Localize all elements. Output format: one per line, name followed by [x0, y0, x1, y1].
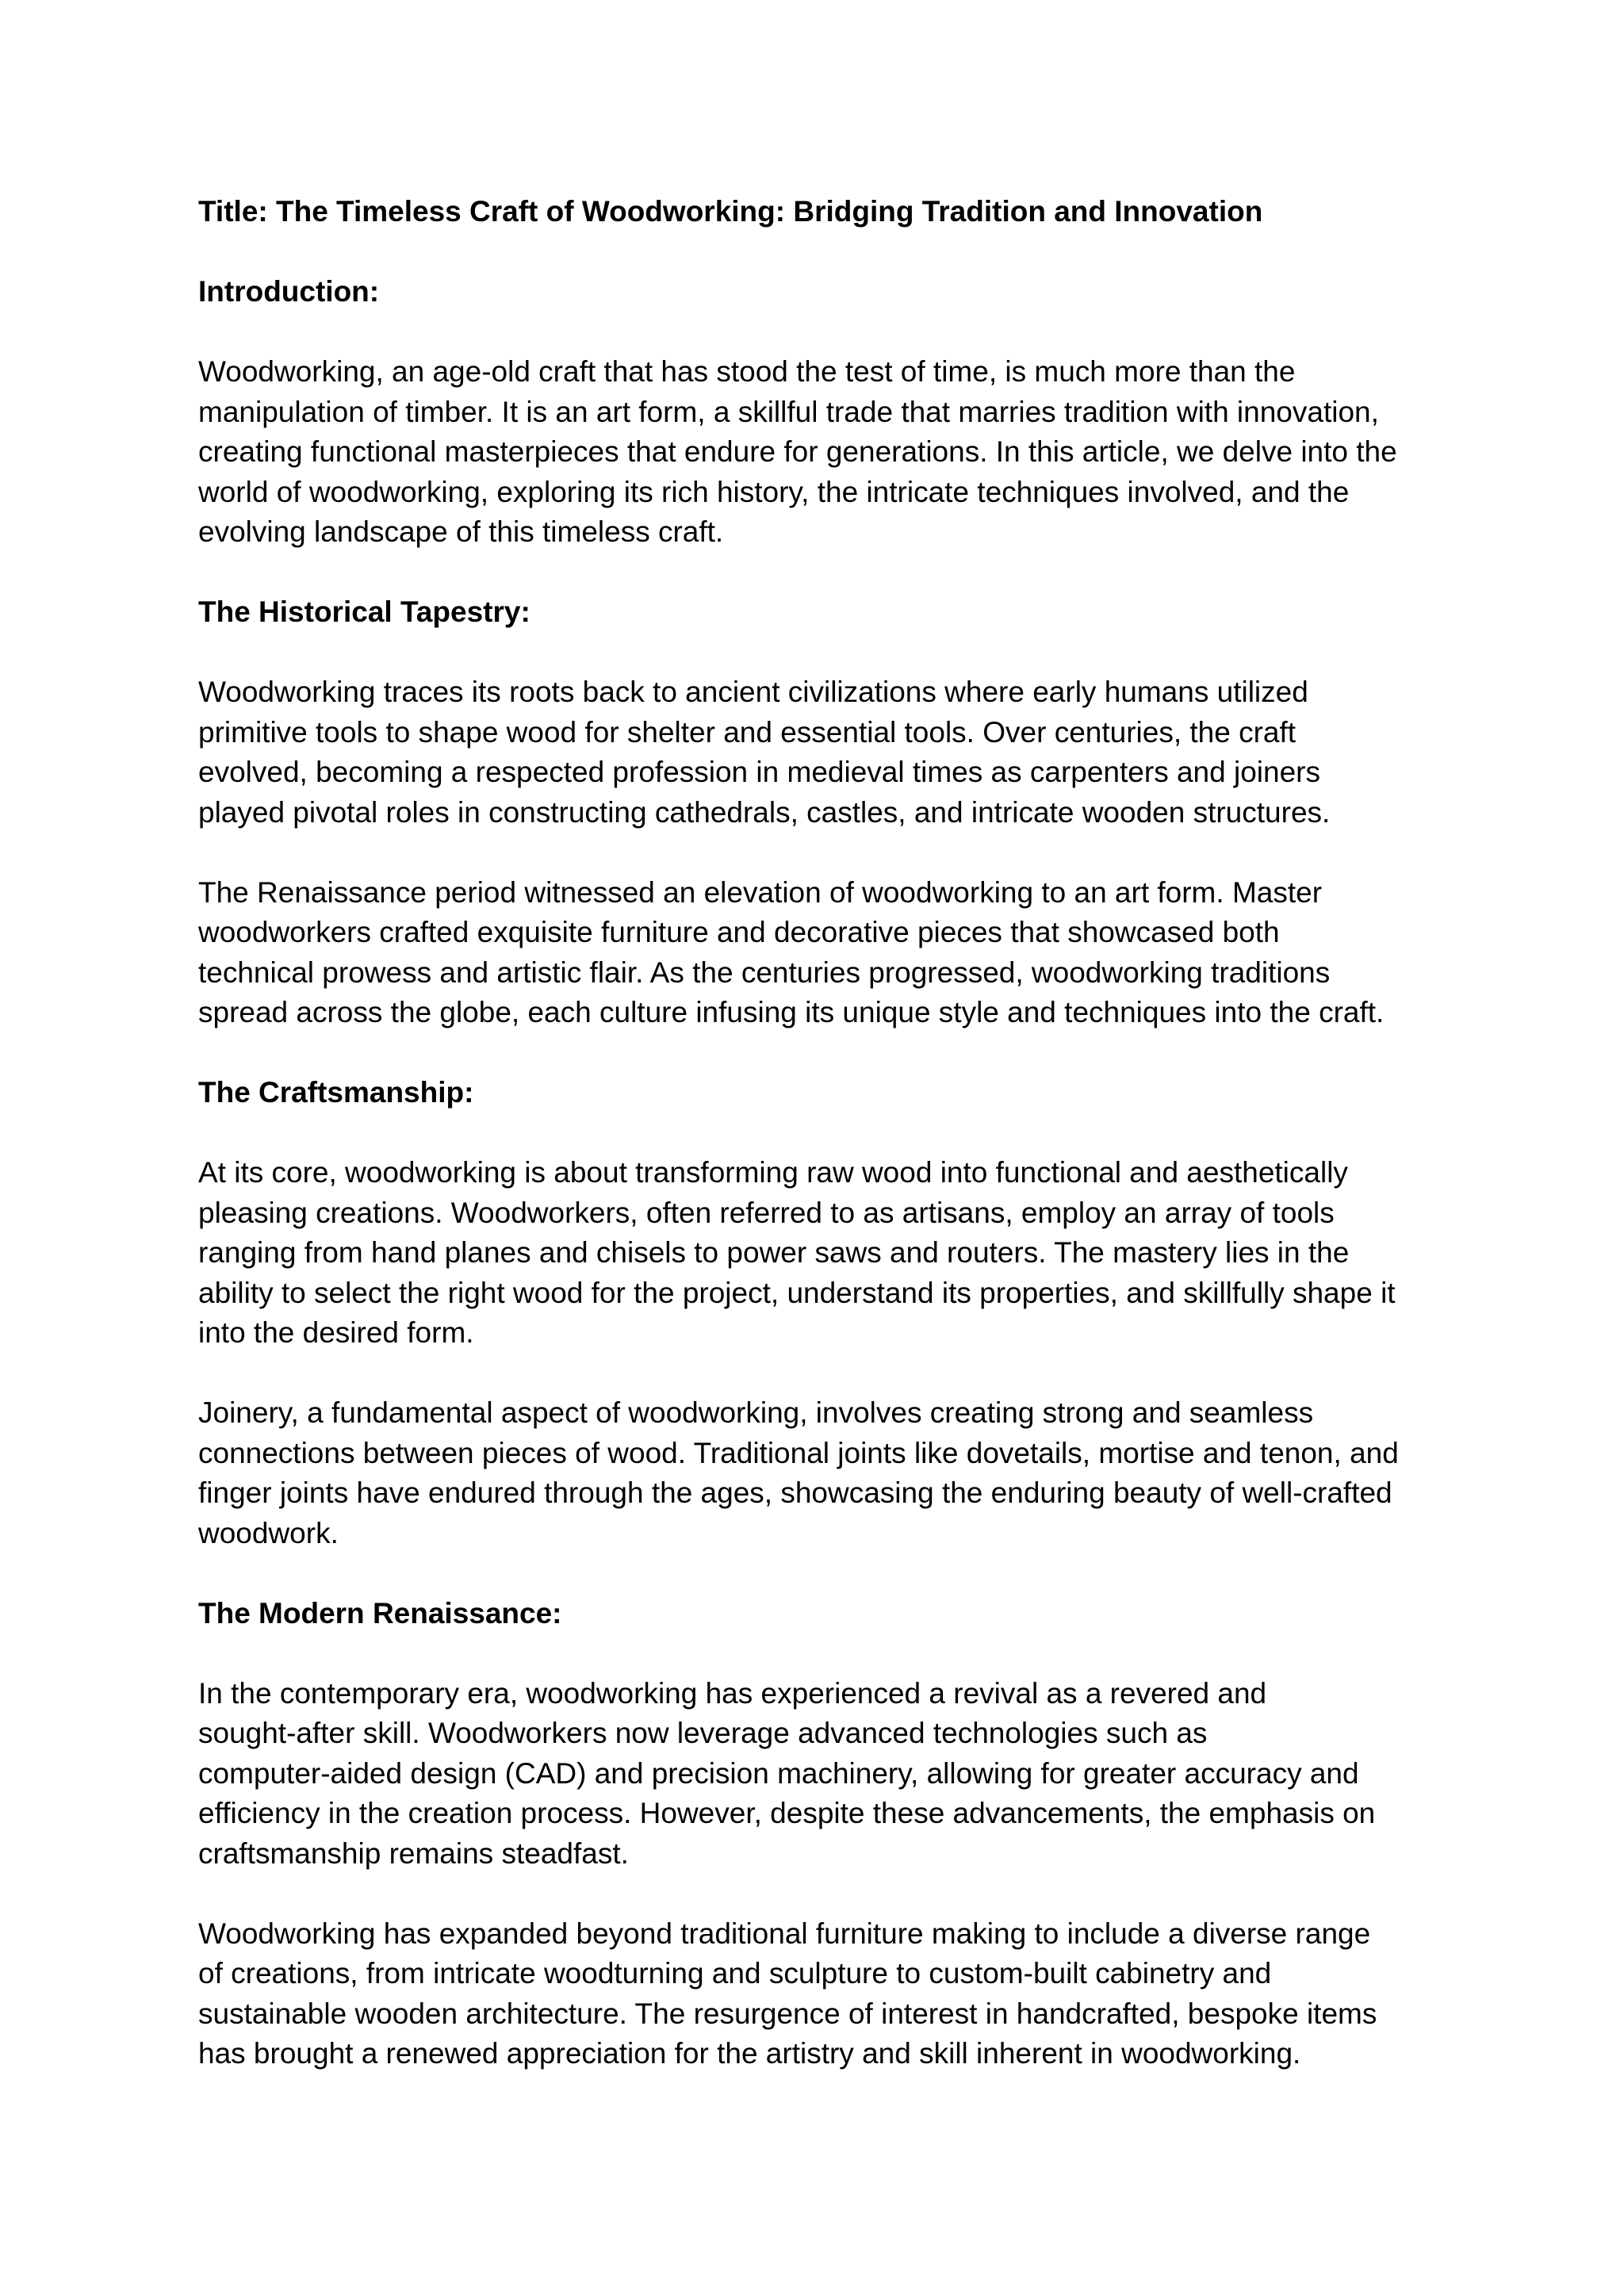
text-line: technical prowess and artistic flair. As the centuries progressed, woodworking traditions: [198, 956, 1331, 989]
paragraph: [198, 1393, 1443, 1553]
text-line: has brought a renewed appreciation for the artistry and skill inherent in woodworking.: [198, 2037, 1301, 2070]
paragraph: [198, 1153, 1443, 1354]
text-line: Joinery, a fundamental aspect of woodworking, involves creating strong and seamless: [198, 1396, 1314, 1429]
text-line: woodwork.: [198, 1516, 339, 1549]
document-title: Title: The Timeless Craft of Woodworking: Bridging Tradition and Innovation: [198, 195, 1263, 228]
text-line: connections between pieces of wood. Traditional joints like dovetails, mortise and tenon, and: [198, 1436, 1399, 1469]
text-line: craftsmanship remains steadfast.: [198, 1836, 629, 1870]
text-line: At its core, woodworking is about transforming raw wood into functional and aesthetically: [198, 1156, 1348, 1189]
text-line: pleasing creations. Woodworkers, often referred to as artisans, employ an array of tools: [198, 1196, 1335, 1229]
text-line: played pivotal roles in constructing cathedrals, castles, and intricate wooden structures.: [198, 795, 1331, 829]
text-line: ranging from hand planes and chisels to power saws and routers. The mastery lies in the: [198, 1236, 1350, 1269]
paragraph: [198, 672, 1443, 833]
paragraph: [198, 352, 1443, 553]
paragraph: [198, 1914, 1443, 2074]
text-line: computer-aided design (CAD) and precision machinery, allowing for greater accuracy and: [198, 1756, 1359, 1790]
text-line: primitive tools to shape wood for shelter and essential tools. Over centuries, the craft: [198, 715, 1297, 749]
text-line: woodworkers crafted exquisite furniture and decorative pieces that showcased both: [198, 916, 1280, 948]
text-line: Woodworking has expanded beyond traditional furniture making to include a diverse range: [198, 1917, 1371, 1950]
text-line: evolving landscape of this timeless craft.: [198, 515, 724, 548]
section-heading-historical-tapestry: The Historical Tapestry:: [198, 596, 530, 628]
text-line: Woodworking traces its roots back to ancient civilizations where early humans utilized: [198, 676, 1308, 708]
text-line: spread across the globe, each culture infusing its unique style and techniques into the craft.: [198, 996, 1385, 1028]
text-line: world of woodworking, exploring its rich history, the intricate techniques involved, and the: [198, 475, 1350, 508]
text-line: evolved, becoming a respected profession in medieval times as carpenters and joiners: [198, 756, 1320, 788]
section-heading-craftsmanship: The Craftsmanship:: [198, 1076, 474, 1109]
document-page: [198, 192, 1443, 2114]
text-line: efficiency in the creation process. However, despite these advancements, the emphasis on: [198, 1797, 1376, 1829]
text-line: manipulation of timber. It is an art form, a skillful trade that marries tradition with innovation,: [198, 395, 1379, 428]
paragraph: [198, 1674, 1443, 1875]
section-heading-modern-renaissance: The Modern Renaissance:: [198, 1596, 562, 1630]
text-line: of creations, from intricate woodturning and sculpture to custom-built cabinetry and: [198, 1957, 1272, 1990]
text-line: finger joints have endured through the ages, showcasing the enduring beauty of well-crafted: [198, 1476, 1392, 1509]
text-line: In the contemporary era, woodworking has experienced a revival as a revered and: [198, 1676, 1267, 1710]
text-line: The Renaissance period witnessed an elevation of woodworking to an art form. Master: [198, 875, 1323, 909]
section-heading-introduction: Introduction:: [198, 275, 380, 308]
text-line: sought-after skill. Woodworkers now leverage advanced technologies such as: [198, 1717, 1208, 1749]
text-line: sustainable wooden architecture. The resurgence of interest in handcrafted, bespoke items: [198, 1997, 1377, 2030]
text-line: Woodworking, an age-old craft that has stood the test of time, is much more than the: [198, 355, 1296, 388]
paragraph: [198, 873, 1443, 1033]
text-line: creating functional masterpieces that endure for generations. In this article, we delve into the: [198, 435, 1397, 468]
text-line: ability to select the right wood for the project, understand its properties, and skillfully shape it: [198, 1276, 1396, 1309]
text-line: into the desired form.: [198, 1316, 474, 1349]
